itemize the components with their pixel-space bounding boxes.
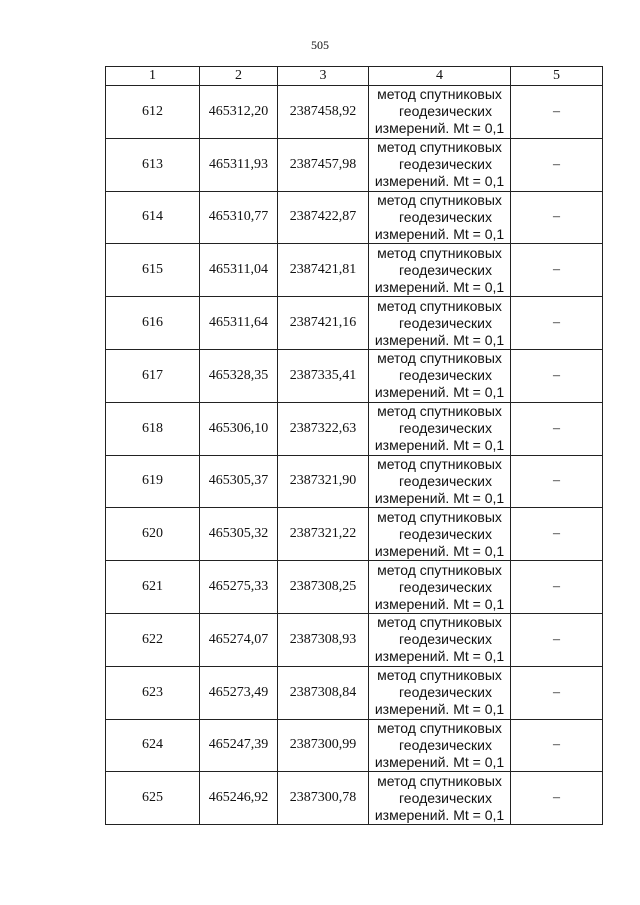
method-cell xyxy=(369,138,511,191)
column-header-3: 3 xyxy=(278,67,369,86)
note-cell: – xyxy=(511,191,603,244)
method-line: измерений. Mt = 0,1 xyxy=(374,437,505,454)
table-row xyxy=(106,349,603,402)
method-line: метод спутниковых xyxy=(377,139,502,156)
table-row xyxy=(106,613,603,666)
method-line: геодезических xyxy=(399,578,492,595)
method-line: измерений. Mt = 0,1 xyxy=(374,806,505,823)
table-row xyxy=(106,666,603,719)
method-line: измерений. Mt = 0,1 xyxy=(374,225,505,242)
method-cell xyxy=(369,349,511,402)
table-header-row xyxy=(106,67,603,86)
y-coordinate-cell: 2387421,81 xyxy=(278,244,369,297)
method-cell xyxy=(369,86,511,139)
method-cell xyxy=(369,297,511,350)
method-line: измерений. Mt = 0,1 xyxy=(374,648,505,665)
method-line: метод спутниковых xyxy=(377,297,502,314)
y-coordinate-cell: 2387308,93 xyxy=(278,613,369,666)
x-coordinate-cell: 465312,20 xyxy=(200,86,278,139)
method-line: метод спутниковых xyxy=(377,403,502,420)
x-coordinate-cell: 465311,93 xyxy=(200,138,278,191)
note-cell: – xyxy=(511,349,603,402)
column-header-1: 1 xyxy=(106,67,200,86)
method-line: геодезических xyxy=(399,367,492,384)
method-line: измерений. Mt = 0,1 xyxy=(374,542,505,559)
point-number-cell: 612 xyxy=(106,86,200,139)
point-number-cell: 617 xyxy=(106,349,200,402)
method-line: геодезических xyxy=(399,736,492,753)
table-body xyxy=(106,86,603,825)
method-line: геодезических xyxy=(399,208,492,225)
column-header-2: 2 xyxy=(200,67,278,86)
method-line: геодезических xyxy=(399,314,492,331)
table-row xyxy=(106,455,603,508)
x-coordinate-cell: 465305,37 xyxy=(200,455,278,508)
x-coordinate-cell: 465328,35 xyxy=(200,349,278,402)
method-cell xyxy=(369,244,511,297)
note-cell: – xyxy=(511,244,603,297)
table-row xyxy=(106,297,603,350)
method-cell xyxy=(369,719,511,772)
method-cell xyxy=(369,561,511,614)
table-row xyxy=(106,86,603,139)
method-line: метод спутниковых xyxy=(377,350,502,367)
method-line: метод спутниковых xyxy=(377,508,502,525)
point-number-cell: 614 xyxy=(106,191,200,244)
method-line: измерений. Mt = 0,1 xyxy=(374,278,505,295)
method-line: метод спутниковых xyxy=(377,614,502,631)
note-cell: – xyxy=(511,455,603,508)
x-coordinate-cell: 465311,64 xyxy=(200,297,278,350)
point-number-cell: 613 xyxy=(106,138,200,191)
y-coordinate-cell: 2387457,98 xyxy=(278,138,369,191)
method-line: измерений. Mt = 0,1 xyxy=(374,489,505,506)
point-number-cell: 619 xyxy=(106,455,200,508)
x-coordinate-cell: 465305,32 xyxy=(200,508,278,561)
method-line: геодезических xyxy=(399,261,492,278)
y-coordinate-cell: 2387458,92 xyxy=(278,86,369,139)
point-number-cell: 625 xyxy=(106,772,200,825)
y-coordinate-cell: 2387300,99 xyxy=(278,719,369,772)
method-line: метод спутниковых xyxy=(377,667,502,684)
point-number-cell: 621 xyxy=(106,561,200,614)
method-cell xyxy=(369,455,511,508)
note-cell: – xyxy=(511,508,603,561)
note-cell: – xyxy=(511,561,603,614)
y-coordinate-cell: 2387308,84 xyxy=(278,666,369,719)
method-line: метод спутниковых xyxy=(377,244,502,261)
method-line: измерений. Mt = 0,1 xyxy=(374,331,505,348)
note-cell: – xyxy=(511,772,603,825)
method-line: измерений. Mt = 0,1 xyxy=(374,384,505,401)
note-cell: – xyxy=(511,402,603,455)
method-line: метод спутниковых xyxy=(377,455,502,472)
x-coordinate-cell: 465274,07 xyxy=(200,613,278,666)
method-line: метод спутниковых xyxy=(377,772,502,789)
note-cell: – xyxy=(511,86,603,139)
x-coordinate-cell: 465273,49 xyxy=(200,666,278,719)
note-cell: – xyxy=(511,297,603,350)
table-row xyxy=(106,561,603,614)
table-row xyxy=(106,138,603,191)
method-line: метод спутниковых xyxy=(377,86,502,103)
point-number-cell: 622 xyxy=(106,613,200,666)
method-cell xyxy=(369,772,511,825)
method-line: метод спутниковых xyxy=(377,719,502,736)
method-cell xyxy=(369,666,511,719)
point-number-cell: 620 xyxy=(106,508,200,561)
x-coordinate-cell: 465275,33 xyxy=(200,561,278,614)
table-row xyxy=(106,772,603,825)
y-coordinate-cell: 2387422,87 xyxy=(278,191,369,244)
x-coordinate-cell: 465247,39 xyxy=(200,719,278,772)
method-line: измерений. Mt = 0,1 xyxy=(374,753,505,770)
table-row xyxy=(106,244,603,297)
y-coordinate-cell: 2387308,25 xyxy=(278,561,369,614)
x-coordinate-cell: 465310,77 xyxy=(200,191,278,244)
table-row xyxy=(106,191,603,244)
y-coordinate-cell: 2387421,16 xyxy=(278,297,369,350)
column-header-4: 4 xyxy=(369,67,511,86)
y-coordinate-cell: 2387335,41 xyxy=(278,349,369,402)
table-row xyxy=(106,402,603,455)
y-coordinate-cell: 2387300,78 xyxy=(278,772,369,825)
point-number-cell: 623 xyxy=(106,666,200,719)
y-coordinate-cell: 2387322,63 xyxy=(278,402,369,455)
method-line: геодезических xyxy=(399,684,492,701)
x-coordinate-cell: 465246,92 xyxy=(200,772,278,825)
note-cell: – xyxy=(511,138,603,191)
method-cell xyxy=(369,191,511,244)
note-cell: – xyxy=(511,613,603,666)
method-cell xyxy=(369,508,511,561)
method-line: измерений. Mt = 0,1 xyxy=(374,595,505,612)
table-row xyxy=(106,719,603,772)
point-number-cell: 616 xyxy=(106,297,200,350)
method-line: метод спутниковых xyxy=(377,191,502,208)
point-number-cell: 615 xyxy=(106,244,200,297)
method-line: геодезических xyxy=(399,472,492,489)
method-line: измерений. Mt = 0,1 xyxy=(374,120,505,137)
x-coordinate-cell: 465311,04 xyxy=(200,244,278,297)
method-line: метод спутниковых xyxy=(377,561,502,578)
method-line: геодезических xyxy=(399,525,492,542)
column-header-5: 5 xyxy=(511,67,603,86)
x-coordinate-cell: 465306,10 xyxy=(200,402,278,455)
method-line: измерений. Mt = 0,1 xyxy=(374,173,505,190)
method-cell xyxy=(369,402,511,455)
method-line: геодезических xyxy=(399,420,492,437)
note-cell: – xyxy=(511,666,603,719)
y-coordinate-cell: 2387321,22 xyxy=(278,508,369,561)
method-line: геодезических xyxy=(399,631,492,648)
page-number: 505 xyxy=(311,38,329,52)
method-line: измерений. Mt = 0,1 xyxy=(374,701,505,718)
method-line: геодезических xyxy=(399,789,492,806)
point-number-cell: 624 xyxy=(106,719,200,772)
note-cell: – xyxy=(511,719,603,772)
method-line: геодезических xyxy=(399,156,492,173)
coordinates-table xyxy=(105,66,603,825)
method-line: геодезических xyxy=(399,103,492,120)
table-row xyxy=(106,508,603,561)
point-number-cell: 618 xyxy=(106,402,200,455)
y-coordinate-cell: 2387321,90 xyxy=(278,455,369,508)
method-cell xyxy=(369,613,511,666)
